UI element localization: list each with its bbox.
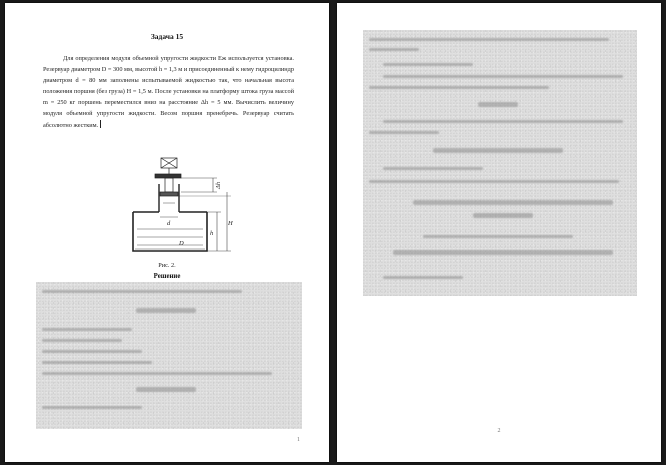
blurred-text-line: [42, 328, 132, 331]
blurred-text-line: [369, 48, 419, 51]
platform: [155, 174, 181, 178]
page-number: 2: [497, 428, 501, 434]
blurred-formula: [478, 102, 518, 107]
blurred-formula: [433, 148, 563, 153]
figure-caption: Рис. 2.: [158, 262, 176, 269]
piston-stem: [165, 178, 173, 192]
problem-statement-text: Для определения модуля объемной упругости жидкости Еж используется установка. Резервуар диаметром D = 300 мм, высотой h = 1,3 м и присоединенный к нему гидроцилиндр диаметром d = 80 мм заполнены испытываемой жидкостью так, что начальная высота положения поршня (без груза) H = 1,5 м. После установки на платформу штока груза массой m = 250 кг поршень переместился вниз на расстояние Δh = 5 мм. Вычислить величину модуля объемной упругости жидкости. Весом поршня пренебречь. Резервуар считать абсолютно жестким.: [43, 55, 294, 129]
D-label: D: [179, 240, 184, 247]
solution-heading: Решение: [153, 273, 181, 280]
piston: [160, 192, 178, 196]
blurred-text-line: [383, 167, 483, 170]
blurred-formula: [136, 387, 196, 392]
blurred-text-line: [42, 361, 152, 364]
h-label: h: [210, 230, 214, 237]
hydraulic-setup-figure: [123, 155, 235, 259]
delta-h-label: Δh: [215, 181, 222, 189]
blurred-text-line: [369, 131, 439, 134]
document-page-2: [337, 3, 661, 462]
blurred-text-line: [383, 120, 623, 123]
blurred-text-line: [383, 276, 463, 279]
blurred-text-line: [42, 339, 122, 342]
text-cursor: [100, 120, 101, 128]
blurred-text-line: [42, 350, 142, 353]
document-page-1: [5, 3, 329, 462]
blurred-text-line: [42, 290, 242, 293]
blurred-formula: [473, 213, 533, 218]
problem-title: Задача 15: [150, 32, 184, 41]
blurred-formula: [136, 308, 196, 313]
blurred-formula: [393, 250, 613, 255]
blurred-text-line: [42, 372, 272, 375]
blurred-text-line: [42, 406, 142, 409]
blurred-solution-area: [363, 30, 637, 296]
blurred-text-line: [383, 75, 623, 78]
page-number: 1: [297, 437, 300, 443]
problem-statement: [43, 53, 294, 131]
blurred-text-line: [369, 38, 609, 41]
blurred-formula: [413, 200, 613, 205]
blurred-text-line: [423, 235, 573, 238]
blurred-text-line: [369, 180, 619, 183]
H-label: H: [228, 220, 233, 227]
blurred-text-line: [369, 86, 549, 89]
d-label: d: [167, 220, 171, 227]
blurred-text-line: [383, 63, 473, 66]
blurred-solution-area: [36, 282, 302, 429]
